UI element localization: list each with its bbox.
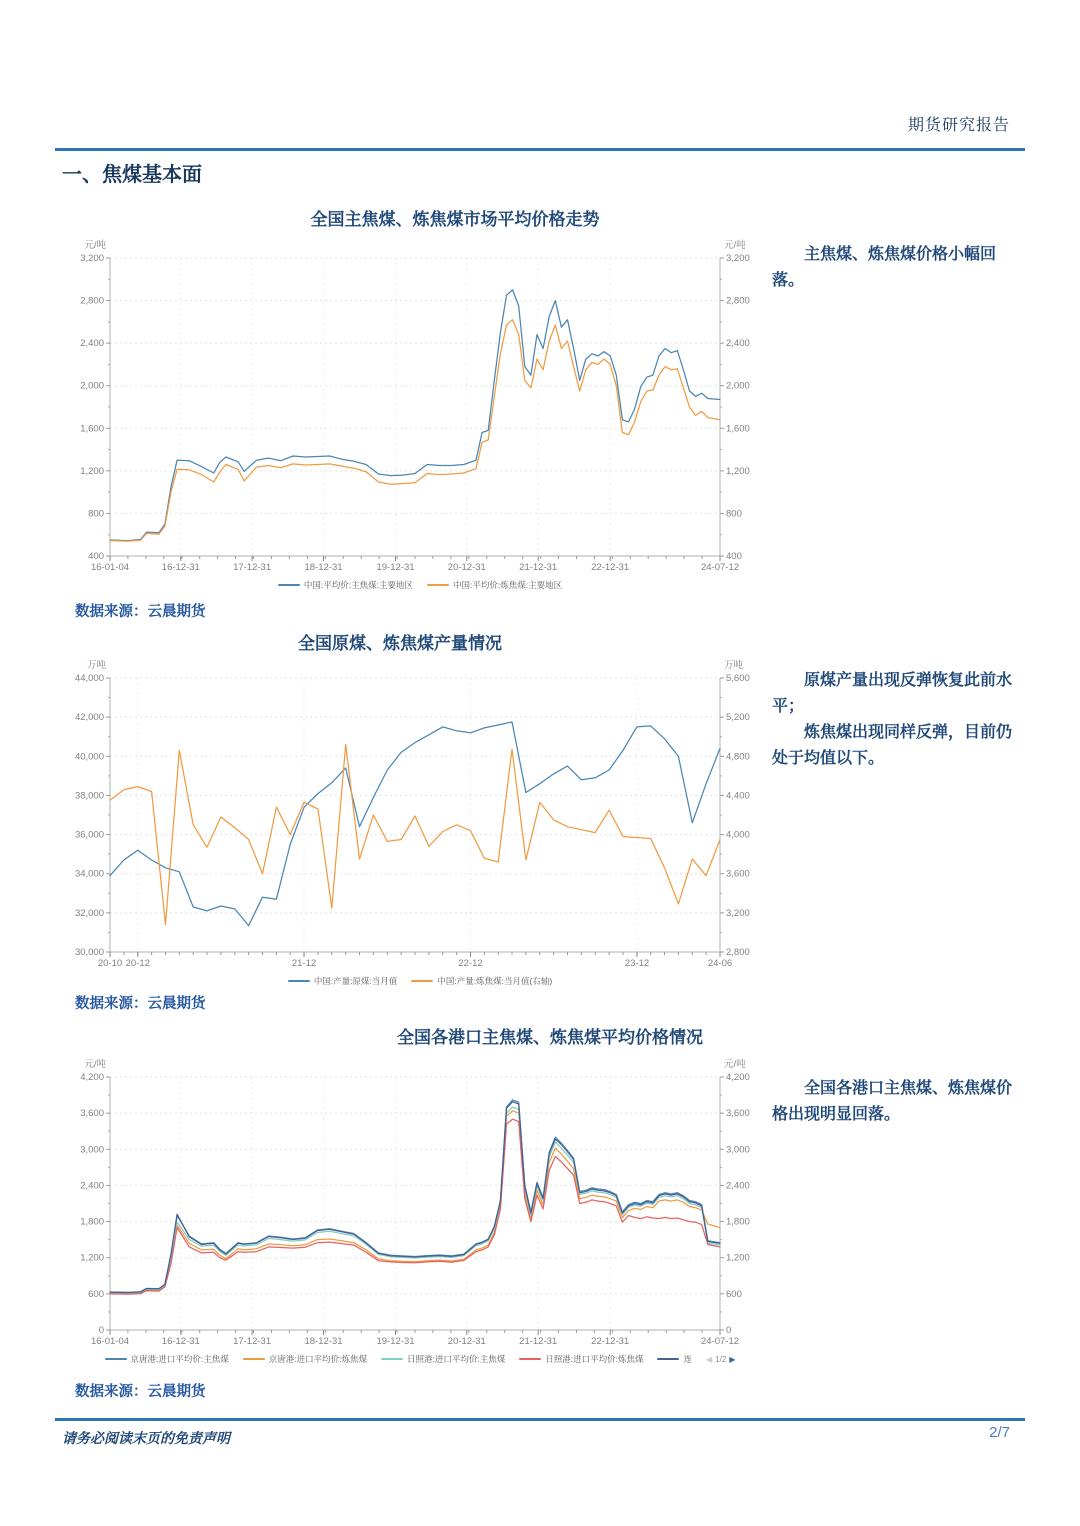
svg-text:4,200: 4,200 — [80, 1072, 104, 1083]
svg-text:16-01-04: 16-01-04 — [90, 1336, 130, 1347]
svg-text:21-12-31: 21-12-31 — [519, 1336, 558, 1347]
svg-text:1,200: 1,200 — [80, 465, 104, 477]
legend-pager-prev-icon[interactable]: ◀ — [706, 1354, 713, 1364]
legend-label: 日照港:进口平均价:炼焦煤 — [545, 1354, 644, 1364]
chart1-title: 全国主焦煤、炼焦煤市场平均价格走势 — [310, 210, 600, 229]
svg-text:1,200: 1,200 — [726, 465, 750, 477]
svg-text:1,200: 1,200 — [726, 1252, 750, 1264]
legend-label: 中国:平均价:主焦煤:主要地区 — [303, 580, 413, 590]
svg-text:3,600: 3,600 — [726, 1108, 750, 1120]
svg-text:4,200: 4,200 — [726, 1072, 750, 1083]
svg-text:2,000: 2,000 — [726, 380, 750, 392]
chart3-canvas — [70, 1052, 770, 1350]
svg-text:800: 800 — [726, 508, 742, 520]
svg-text:5,600: 5,600 — [726, 673, 750, 684]
svg-text:18-12-31: 18-12-31 — [304, 562, 343, 573]
series-line-2 — [110, 1111, 720, 1294]
svg-text:2,800: 2,800 — [726, 295, 750, 307]
svg-text:1,200: 1,200 — [80, 1252, 104, 1264]
chart3-title: 全国各港口主焦煤、炼焦煤平均价格情况 — [397, 1028, 703, 1047]
svg-text:元/吨: 元/吨 — [724, 240, 746, 251]
legend-label: 京唐港:进口平均价:炼焦煤 — [268, 1354, 368, 1364]
svg-text:21-12: 21-12 — [291, 958, 317, 969]
legend-line-swatch — [519, 1358, 541, 1360]
svg-text:2,400: 2,400 — [80, 338, 104, 350]
svg-text:元/吨: 元/吨 — [84, 1059, 106, 1070]
svg-text:19-12-31: 19-12-31 — [376, 562, 415, 573]
series-line-1 — [110, 290, 720, 541]
legend-item — [278, 579, 413, 591]
legend-line-swatch — [427, 584, 449, 586]
chart-group-port-price — [70, 1026, 770, 1366]
svg-text:16-12-31: 16-12-31 — [161, 1336, 200, 1347]
legend-pager — [706, 1355, 735, 1364]
section-title: 一、焦煤基本面 — [62, 164, 202, 186]
series-line-1 — [110, 1100, 720, 1293]
svg-text:3,200: 3,200 — [726, 253, 750, 264]
svg-text:34,000: 34,000 — [74, 868, 104, 880]
chart-svg — [70, 234, 770, 576]
svg-text:22-12-31: 22-12-31 — [591, 1336, 630, 1347]
legend-item — [105, 1353, 229, 1365]
chart-group-price-trend — [70, 208, 770, 592]
footer-disclaimer: 请务必阅读末页的免责声明 — [62, 1432, 230, 1447]
legend-line-swatch — [278, 584, 300, 586]
annotation-paragraph: 全国各港口主焦煤、炼焦煤价格出现明显回落。 — [772, 1080, 1013, 1123]
svg-text:3,600: 3,600 — [726, 868, 750, 880]
svg-text:2,400: 2,400 — [726, 1180, 750, 1192]
svg-text:32,000: 32,000 — [74, 907, 104, 919]
svg-text:400: 400 — [88, 551, 104, 562]
svg-text:3,000: 3,000 — [726, 1144, 750, 1156]
svg-text:1,800: 1,800 — [726, 1216, 750, 1228]
svg-text:20-12-31: 20-12-31 — [447, 562, 486, 573]
data-source-label-1: 数据来源：云晨期货 — [75, 604, 206, 620]
legend-item — [288, 975, 398, 987]
svg-text:2,400: 2,400 — [726, 338, 750, 350]
legend-pager-next-icon[interactable]: ▶ — [729, 1354, 736, 1364]
series-line-5 — [110, 1102, 720, 1293]
annotation-paragraph: 原煤产量出现反弹恢复此前水平； — [772, 672, 1013, 715]
svg-text:5,200: 5,200 — [726, 712, 750, 724]
legend-item — [411, 975, 552, 987]
legend-label: 京唐港:进口平均价:主焦煤 — [130, 1354, 229, 1364]
legend-line-swatch — [243, 1358, 265, 1360]
legend-line-swatch — [381, 1358, 403, 1360]
svg-text:22-12: 22-12 — [458, 958, 483, 969]
legend-line-swatch — [411, 980, 433, 982]
svg-text:4,400: 4,400 — [726, 790, 750, 802]
svg-text:1,600: 1,600 — [80, 423, 104, 435]
svg-text:16-12-31: 16-12-31 — [161, 562, 200, 573]
svg-text:2,000: 2,000 — [80, 380, 104, 392]
svg-text:36,000: 36,000 — [74, 829, 104, 841]
svg-text:23-12: 23-12 — [624, 958, 650, 969]
svg-text:30,000: 30,000 — [74, 947, 104, 958]
svg-text:20-12: 20-12 — [125, 958, 150, 969]
svg-text:16-01-04: 16-01-04 — [90, 562, 130, 573]
svg-text:2,800: 2,800 — [726, 947, 750, 958]
footer-rule — [55, 1418, 1025, 1421]
svg-text:万吨: 万吨 — [86, 660, 106, 671]
report-type-label: 期货研究报告 — [907, 117, 1010, 134]
legend-label: 日照港:进口平均价:主焦煤 — [407, 1354, 506, 1364]
legend-item — [657, 1353, 692, 1365]
svg-text:20-10: 20-10 — [97, 958, 123, 969]
svg-text:万吨: 万吨 — [724, 660, 744, 671]
svg-text:2,800: 2,800 — [80, 295, 104, 307]
svg-text:19-12-31: 19-12-31 — [376, 1336, 415, 1347]
legend-item — [381, 1353, 505, 1365]
svg-text:3,000: 3,000 — [80, 1144, 104, 1156]
legend-label: 连 — [683, 1354, 692, 1364]
svg-text:38,000: 38,000 — [74, 790, 104, 802]
legend-line-swatch — [657, 1358, 679, 1360]
chart1-canvas — [70, 234, 770, 576]
header-rule — [55, 148, 1025, 151]
svg-text:21-12-31: 21-12-31 — [519, 562, 558, 573]
svg-text:24-06: 24-06 — [707, 958, 733, 969]
svg-text:600: 600 — [88, 1288, 104, 1300]
chart3-annotation — [772, 1076, 1014, 1128]
svg-text:0: 0 — [98, 1325, 104, 1336]
svg-text:40,000: 40,000 — [74, 751, 104, 763]
chart1-annotation — [772, 242, 1014, 294]
legend-label: 中国:产量:炼焦煤:当月值(右轴) — [437, 976, 553, 986]
svg-text:400: 400 — [726, 551, 742, 562]
chart2-title: 全国原煤、炼焦煤产量情况 — [298, 634, 502, 653]
svg-text:800: 800 — [88, 508, 104, 520]
legend-label: 中国:产量:原煤:当月值 — [313, 976, 398, 986]
svg-text:20-12-31: 20-12-31 — [447, 1336, 486, 1347]
series-line-3 — [110, 1107, 720, 1293]
svg-text:1,600: 1,600 — [726, 423, 750, 435]
svg-text:2,400: 2,400 — [80, 1180, 104, 1192]
svg-text:元/吨: 元/吨 — [84, 240, 106, 251]
chart-group-output — [70, 632, 770, 988]
svg-text:17-12-31: 17-12-31 — [233, 1336, 272, 1347]
svg-text:24-07-12: 24-07-12 — [700, 1336, 740, 1347]
page-number: 2/7 — [989, 1424, 1010, 1441]
legend-item — [243, 1353, 367, 1365]
svg-text:元/吨: 元/吨 — [724, 1059, 746, 1070]
svg-text:22-12-31: 22-12-31 — [591, 562, 630, 573]
svg-text:1,800: 1,800 — [80, 1216, 104, 1228]
svg-text:44,000: 44,000 — [74, 673, 104, 684]
svg-text:42,000: 42,000 — [74, 712, 104, 724]
svg-text:3,200: 3,200 — [726, 907, 750, 919]
chart3-legend — [70, 1352, 770, 1366]
svg-text:4,800: 4,800 — [726, 751, 750, 763]
svg-text:0: 0 — [726, 1325, 732, 1336]
series-line-2 — [110, 320, 720, 541]
data-source-label-2: 数据来源：云晨期货 — [75, 996, 206, 1012]
annotation-paragraph: 主焦煤、炼焦煤价格小幅回落。 — [772, 246, 997, 289]
data-source-label-3: 数据来源：云晨期货 — [75, 1384, 206, 1400]
chart-svg — [70, 1052, 770, 1350]
chart1-legend — [70, 578, 770, 592]
chart-svg — [70, 658, 770, 972]
svg-text:4,000: 4,000 — [726, 829, 750, 841]
chart2-annotation — [772, 668, 1014, 772]
chart2-canvas — [70, 658, 770, 972]
annotation-paragraph: 炼焦煤出现同样反弹，目前仍处于均值以下。 — [772, 723, 1013, 767]
chart2-legend — [70, 974, 770, 988]
svg-text:600: 600 — [726, 1288, 742, 1300]
svg-text:18-12-31: 18-12-31 — [304, 1336, 343, 1347]
legend-label: 中国:平均价:炼焦煤:主要地区 — [453, 580, 563, 590]
legend-pager-count: 1/2 — [715, 1354, 727, 1364]
svg-text:17-12-31: 17-12-31 — [233, 562, 272, 573]
legend-item — [427, 579, 562, 591]
svg-text:3,600: 3,600 — [80, 1108, 104, 1120]
svg-text:3,200: 3,200 — [80, 253, 104, 264]
svg-text:24-07-12: 24-07-12 — [700, 562, 740, 573]
series-line-1 — [110, 722, 720, 926]
legend-item — [519, 1353, 643, 1365]
legend-line-swatch — [105, 1358, 127, 1360]
legend-line-swatch — [288, 980, 310, 982]
